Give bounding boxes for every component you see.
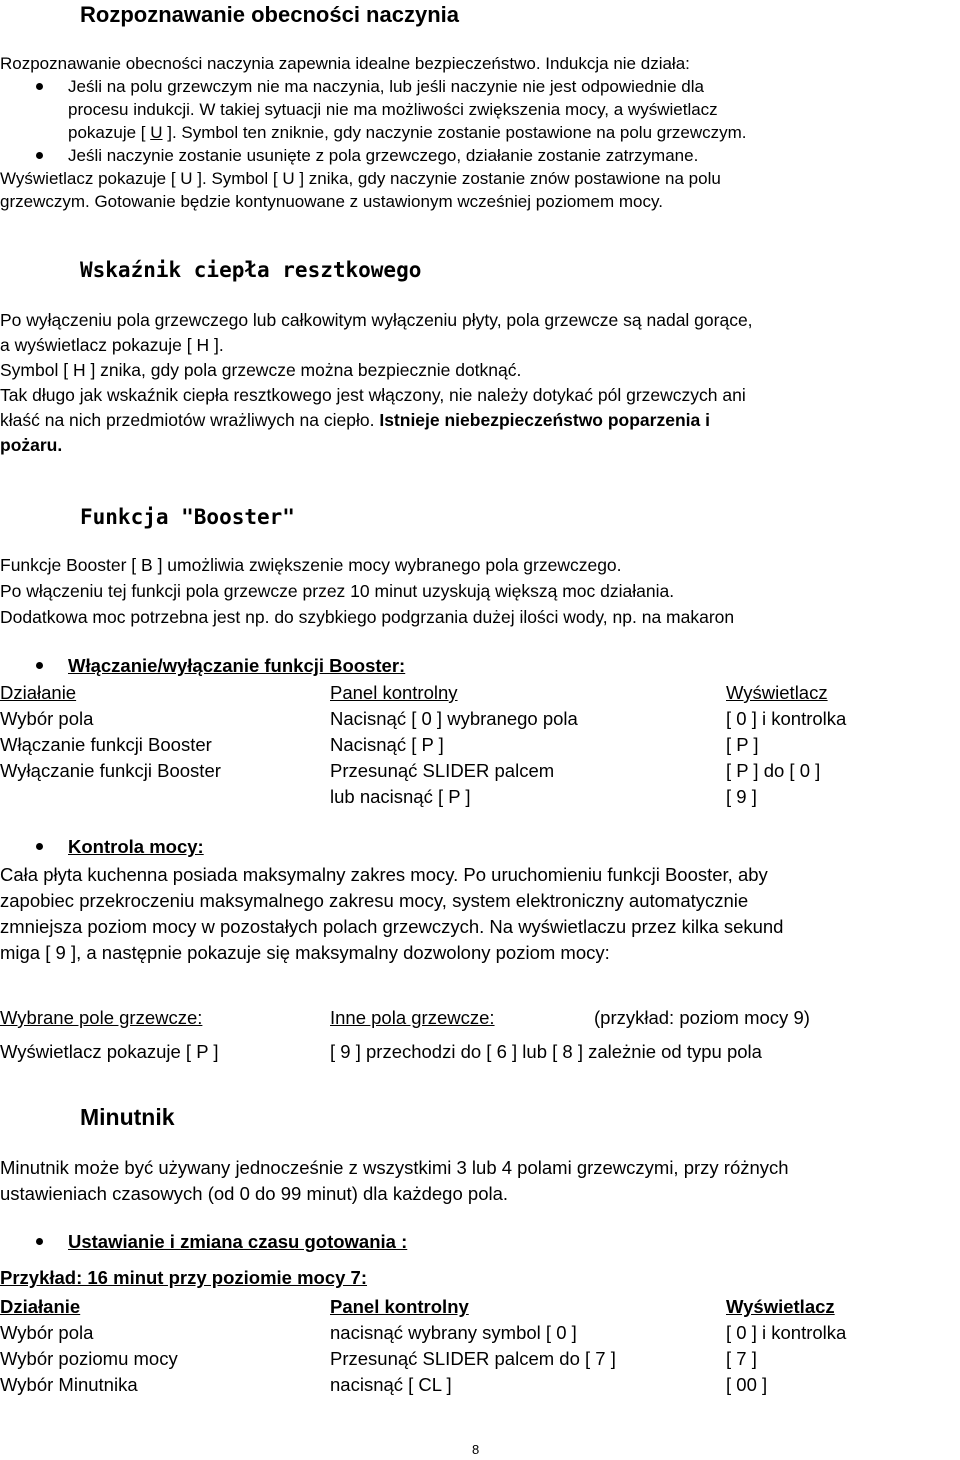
table-row: Wybór pola nacisnąć wybrany symbol [ 0 ] [ 0 ] i kontrolka [0, 1322, 847, 1343]
section-title-booster: Funkcja "Booster" [80, 505, 295, 529]
paragraph-line: Po wyłączeniu pola grzewczego lub całkowitym wyłączeniu płyty, pola grzewcze są nadal gorące, [0, 310, 753, 330]
power-control-text [0, 862, 958, 966]
paragraph-line: Tak długo jak wskaźnik ciepła resztkowego jest włączony, nie należy dotykać pól grzewczych ani [0, 385, 746, 405]
selected-field-header: Wybrane pole grzewcze: [0, 1007, 203, 1028]
bullet-item-no-pot [0, 75, 958, 144]
timer-table [0, 1296, 958, 1400]
section-title-timer: Minutnik [80, 1104, 175, 1130]
table-header: Wyświetlacz [726, 682, 828, 703]
pot-detection-text [0, 52, 958, 213]
warning-text: pożaru. [0, 435, 63, 455]
paragraph-line: Cała płyta kuchenna posiada maksymalny zakres mocy. Po uruchomieniu funkcji Booster, aby [0, 864, 768, 885]
table-row: Wyłączanie funkcji Booster Przesunąć SLIDER palcem [ P ] do [ 0 ] [0, 760, 821, 781]
timer-text [0, 1155, 958, 1207]
bullet-heading-power-control: Kontrola mocy: [68, 834, 204, 860]
bullet-dot [36, 843, 43, 850]
bullet-dot [36, 1238, 43, 1245]
table-row: lub nacisnąć [ P ] [ 9 ] [330, 786, 757, 807]
other-fields-display: [ 9 ] przechodzi do [ 6 ] lub [ 8 ] zależnie od typu pola [330, 1041, 762, 1062]
booster-text [0, 552, 958, 630]
paragraph-line: Symbol [ H ] znika, gdy pola grzewcze można bezpiecznie dotknąć. [0, 360, 522, 380]
paragraph-line: kłaść na nich przedmiotów wrażliwych na ciepło. Istnieje niebezpieczeństwo poparzenia i [0, 410, 710, 430]
paragraph-line: Minutnik może być używany jednocześnie z wszystkimi 3 lub 4 polami grzewczymi, przy różnych [0, 1157, 789, 1178]
bullet-dot [36, 83, 43, 90]
bullet-item-pot-removed [0, 144, 958, 167]
booster-table [0, 682, 958, 812]
bullet-dot [36, 152, 43, 159]
bullet-line: Jeśli na polu grzewczym nie ma naczynia, lub jeśli naczynie nie jest odpowiednie dla [68, 77, 704, 96]
bullet-line: pokazuje [ U ]. Symbol ten zniknie, gdy naczynie zostanie postawione na polu grzewczym. [68, 123, 747, 142]
paragraph-line: miga [ 9 ], a następnie pokazuje się maksymalny dozwolony poziom mocy: [0, 942, 610, 963]
paragraph-line: grzewczym. Gotowanie będzie kontynuowane z ustawionym wcześniej poziomem mocy. [0, 192, 663, 211]
warning-text: Istnieje niebezpieczeństwo poparzenia i [379, 410, 710, 430]
residual-heat-text [0, 308, 958, 458]
paragraph-line: Dodatkowa moc potrzebna jest np. do szybkiego podgrzania dużej ilości wody, np. na makaron [0, 607, 735, 627]
table-header-row [0, 1296, 958, 1322]
page-number: 8 [472, 1442, 480, 1457]
table-header: Wyświetlacz [726, 1296, 835, 1317]
bullet-heading-booster-toggle: Włączanie/wyłączanie funkcji Booster: [68, 653, 405, 679]
section-title-residual-heat: Wskaźnik ciepła resztkowego [80, 258, 422, 282]
timer-example-heading: Przykład: 16 minut przy poziomie mocy 7: [0, 1267, 368, 1288]
selected-field-display: Wyświetlacz pokazuje [ P ] [0, 1041, 219, 1062]
bullet-heading-set-time: Ustawianie i zmiana czasu gotowania : [68, 1229, 407, 1255]
table-header-row [0, 682, 958, 708]
paragraph-line: Wyświetlacz pokazuje [ U ]. Symbol [ U ] znika, gdy naczynie zostanie znów postawione na polu [0, 169, 721, 188]
paragraph-line: a wyświetlacz pokazuje [ H ]. [0, 335, 224, 355]
pot-detection-intro: Rozpoznawanie obecności naczynia zapewnia idealne bezpieczeństwo. Indukcja nie działa: [0, 54, 690, 73]
table-header: Panel kontrolny [330, 1296, 469, 1317]
bullet-line: procesu indukcji. W takiej sytuacji nie ma możliwości zwiększenia mocy, a wyświetlacz [68, 100, 718, 119]
other-fields-header: Inne pola grzewcze: [330, 1007, 495, 1028]
paragraph-line: zapobiec przekroczeniu maksymalnego zakresu mocy, system elektroniczny automatycznie [0, 890, 749, 911]
table-row: Wybór Minutnika nacisnąć [ CL ] [ 00 ] [0, 1374, 768, 1395]
table-header: Działanie [0, 1296, 81, 1317]
paragraph-line: Funkcje Booster [ B ] umożliwia zwiększenie mocy wybranego pola grzewczego. [0, 555, 622, 575]
paragraph-line: zmniejsza poziom mocy w pozostałych polach grzewczych. Na wyświetlaczu przez kilka sekund [0, 916, 784, 937]
table-header: Panel kontrolny [330, 682, 458, 703]
table-row: Włączanie funkcji Booster Nacisnąć [ P ] [ P ] [0, 734, 759, 755]
example-note: (przykład: poziom mocy 9) [594, 1007, 810, 1028]
section-title-pot-detection: Rozpoznawanie obecności naczynia [80, 2, 459, 27]
bullet-line: Jeśli naczynie zostanie usunięte z pola grzewczego, działanie zostanie zatrzymane. [68, 146, 699, 165]
table-row: Wybór pola Nacisnąć [ 0 ] wybranego pola [ 0 ] i kontrolka [0, 708, 847, 729]
table-header: Działanie [0, 682, 77, 703]
paragraph-line: Po włączeniu tej funkcji pola grzewcze przez 10 minut uzyskują większą moc działania. [0, 581, 675, 601]
paragraph-line: ustawieniach czasowych (od 0 do 99 minut) dla każdego pola. [0, 1183, 509, 1204]
table-row: Wybór poziomu mocy Przesunąć SLIDER palcem do [ 7 ] [ 7 ] [0, 1348, 757, 1369]
bullet-dot [36, 662, 43, 669]
